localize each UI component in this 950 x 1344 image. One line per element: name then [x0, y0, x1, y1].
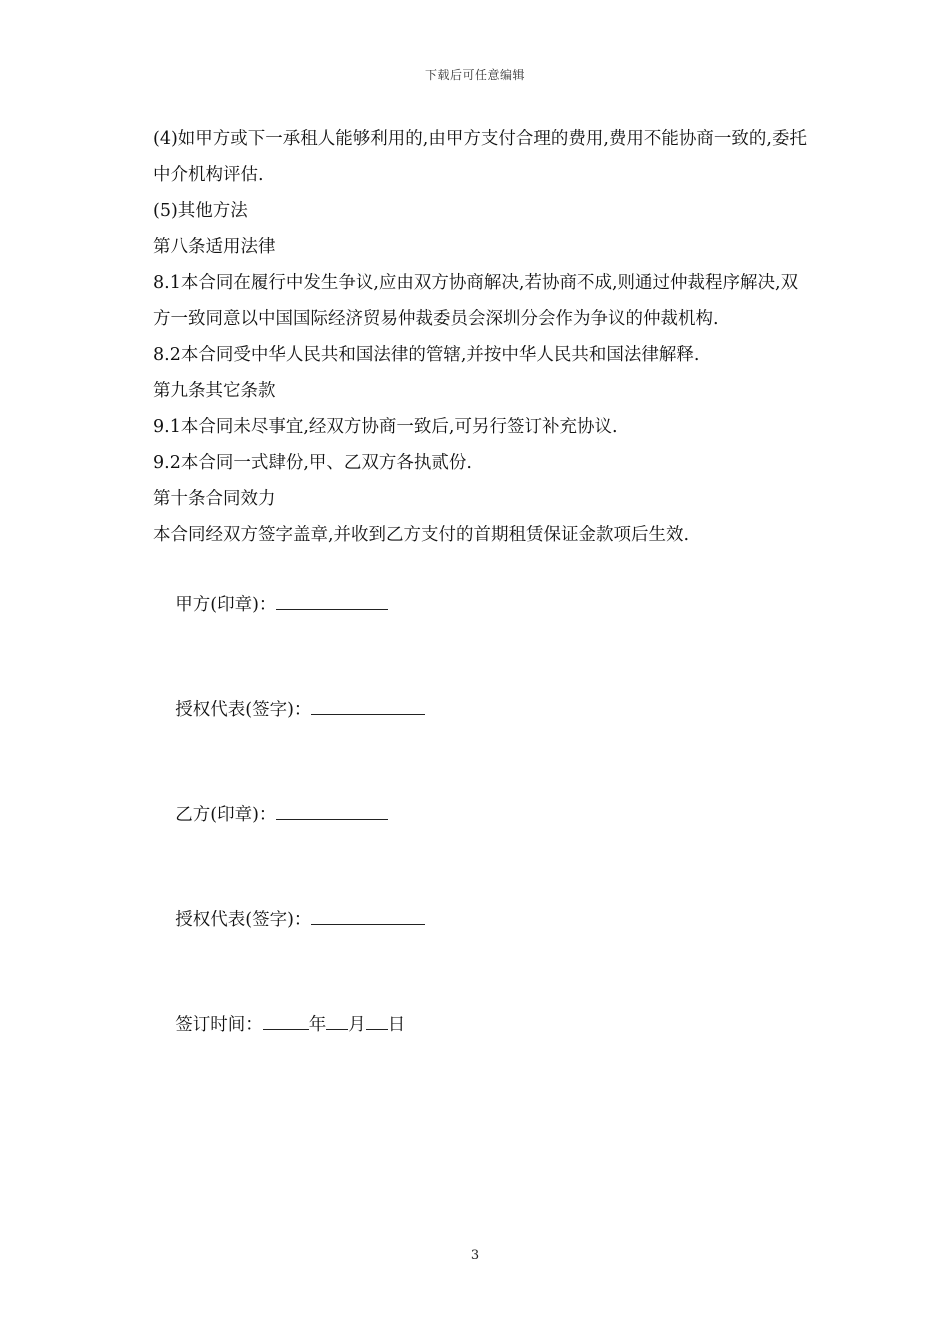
- clause-9-2: 9.2本合同一式肆份,甲、乙双方各执贰份.: [153, 453, 472, 473]
- signing-date-label: 签订时间：: [175, 1015, 263, 1035]
- party-a-rep-label: 授权代表(签字)：: [175, 700, 312, 720]
- month-blank[interactable]: [326, 1013, 348, 1030]
- party-a-seal-blank[interactable]: [276, 593, 388, 610]
- party-a-rep-line: [145, 658, 810, 763]
- party-b-seal-line: [145, 763, 810, 868]
- party-a-seal-label: 甲方(印章)：: [175, 595, 277, 615]
- page-number: 3: [470, 1248, 480, 1263]
- party-a-rep-blank[interactable]: [311, 698, 425, 715]
- party-b-seal-label: 乙方(印章)：: [175, 805, 277, 825]
- effectiveness-clause: 本合同经双方签字盖章,并收到乙方支付的首期租赁保证金款项后生效.: [153, 525, 690, 545]
- article-8-heading: 第八条适用法律: [153, 237, 276, 257]
- article-10-heading: 第十条合同效力: [153, 489, 276, 509]
- paragraph-item-5: (5)其他方法: [153, 201, 248, 221]
- year-blank[interactable]: [263, 1013, 309, 1030]
- party-b-rep-label: 授权代表(签字)：: [175, 910, 312, 930]
- year-unit: 年: [308, 1015, 327, 1035]
- page-header: 下载后可任意编辑: [424, 68, 525, 82]
- party-b-rep-line: [145, 868, 810, 973]
- party-b-seal-blank[interactable]: [276, 803, 388, 820]
- clause-9-1: 9.1本合同未尽事宜,经双方协商一致后,可另行签订补充协议.: [153, 417, 618, 437]
- party-a-seal-line: [145, 553, 810, 658]
- document-body: [145, 121, 810, 1078]
- day-blank[interactable]: [366, 1013, 388, 1030]
- paragraph-item-4: (4)如甲方或下一承租人能够利用的,由甲方支付合理的费用,费用不能协商一致的,委托中介机构评估.: [153, 129, 807, 185]
- clause-8-1: 8.1本合同在履行中发生争议,应由双方协商解决,若协商不成,则通过仲裁程序解决,双方一致同意以中国国际经济贸易仲裁委员会深圳分会作为争议的仲裁机构.: [153, 273, 799, 329]
- signing-date-line: [145, 973, 810, 1078]
- party-b-rep-blank[interactable]: [311, 908, 425, 925]
- day-unit: 日: [387, 1015, 406, 1035]
- article-9-heading: 第九条其它条款: [153, 381, 276, 401]
- clause-8-2: 8.2本合同受中华人民共和国法律的管辖,并按中华人民共和国法律解释.: [153, 345, 700, 365]
- month-unit: 月: [348, 1015, 366, 1035]
